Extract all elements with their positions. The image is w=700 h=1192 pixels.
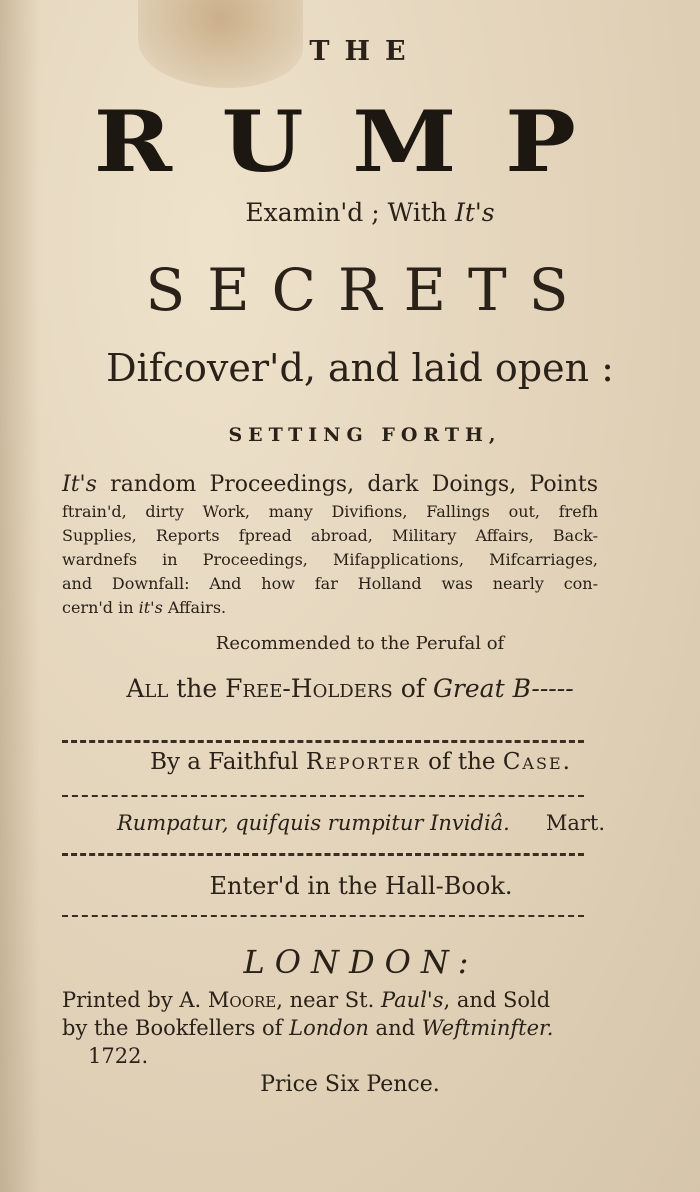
freeholders-line <box>0 674 700 703</box>
freeholders-all: All <box>126 674 169 703</box>
imprint-by: by the Bookfellers of <box>62 1016 290 1040</box>
description-line-1 <box>62 470 598 500</box>
imprint-printed-b: , near St. <box>276 988 381 1012</box>
reporter-line <box>0 749 700 775</box>
imprint-year: 1722. <box>88 1044 149 1068</box>
motto-line <box>0 811 700 835</box>
divider-rule-2 <box>62 795 584 797</box>
examind-text: Examin'd ; With <box>245 198 455 227</box>
rump-letter-m: M <box>351 92 459 191</box>
reporter-prefix: By a Faithful <box>150 749 306 775</box>
enterd-line: Enter'd in the Hall-Book. <box>209 872 513 900</box>
description-line-6 <box>62 596 598 620</box>
price-line: Price Six Pence. <box>260 1072 440 1097</box>
imprint-moore: Moore <box>207 988 277 1012</box>
title-rump <box>0 92 700 191</box>
description-line-3: Supplies, Reports fpread abroad, Military Affairs, Back- <box>62 526 598 545</box>
description-its: It's <box>62 472 97 497</box>
examind-its: It's <box>454 198 495 227</box>
description-line-6-its: it's <box>138 598 163 617</box>
title-examind <box>0 198 700 227</box>
imprint-line-1 <box>62 986 592 1014</box>
description-line-6-b: Affairs. <box>162 598 227 617</box>
divider-rule-3 <box>62 853 584 856</box>
freeholders-the: the <box>168 674 226 703</box>
imprint-london-italic: London <box>289 1016 369 1040</box>
imprint-pauls: Paul's <box>380 988 444 1012</box>
imprint-line-2 <box>62 1014 592 1042</box>
setting-forth: SETTING FORTH, <box>228 424 502 446</box>
imprint-printed-c: , and Sold <box>443 988 551 1012</box>
motto-latin: Rumpatur, quifquis rumpitur Invidiâ. <box>116 811 510 835</box>
title-discoverd: Difcover'd, and laid open : <box>106 346 614 390</box>
title-secrets: SECRETS <box>145 256 591 324</box>
description-paragraph <box>62 470 598 620</box>
imprint-and: and <box>368 1016 422 1040</box>
description-line-2: ftrain'd, dirty Work, many Divifions, Fallings out, frefh <box>62 502 598 521</box>
motto-mart: Mart. <box>545 811 606 835</box>
reporter-word: Reporter <box>305 749 421 775</box>
description-line-5: and Downfall: And how far Holland was nearly con- <box>62 574 598 593</box>
divider-rule-1 <box>62 740 584 743</box>
divider-rule-4 <box>62 915 584 917</box>
imprint-london: LONDON: <box>243 943 479 981</box>
imprint-printed <box>62 986 592 1070</box>
freeholders-free-holders: Free-Holders <box>225 674 393 703</box>
title-the: THE <box>309 36 421 67</box>
reporter-case: Case. <box>502 749 572 775</box>
rump-letter-r: R <box>93 92 175 191</box>
rump-letter-p: P <box>504 92 578 191</box>
recommended-line: Recommended to the Perufal of <box>215 633 505 654</box>
imprint-printed-a: Printed by A. <box>62 988 208 1012</box>
description-line-6-a: cern'd in <box>62 598 139 617</box>
description-line-4: wardnefs in Proceedings, Mifapplications, Mifcarriages, <box>62 550 598 569</box>
description-line-1-text: random Proceedings, dark Doings, Points <box>96 472 598 497</box>
freeholders-of: of <box>392 674 433 703</box>
reporter-middle: of the <box>420 749 503 775</box>
rump-letter-u: U <box>221 92 306 191</box>
imprint-westminster: Weftminfter. <box>421 1016 554 1040</box>
freeholders-great-b: Great B----- <box>432 674 574 703</box>
